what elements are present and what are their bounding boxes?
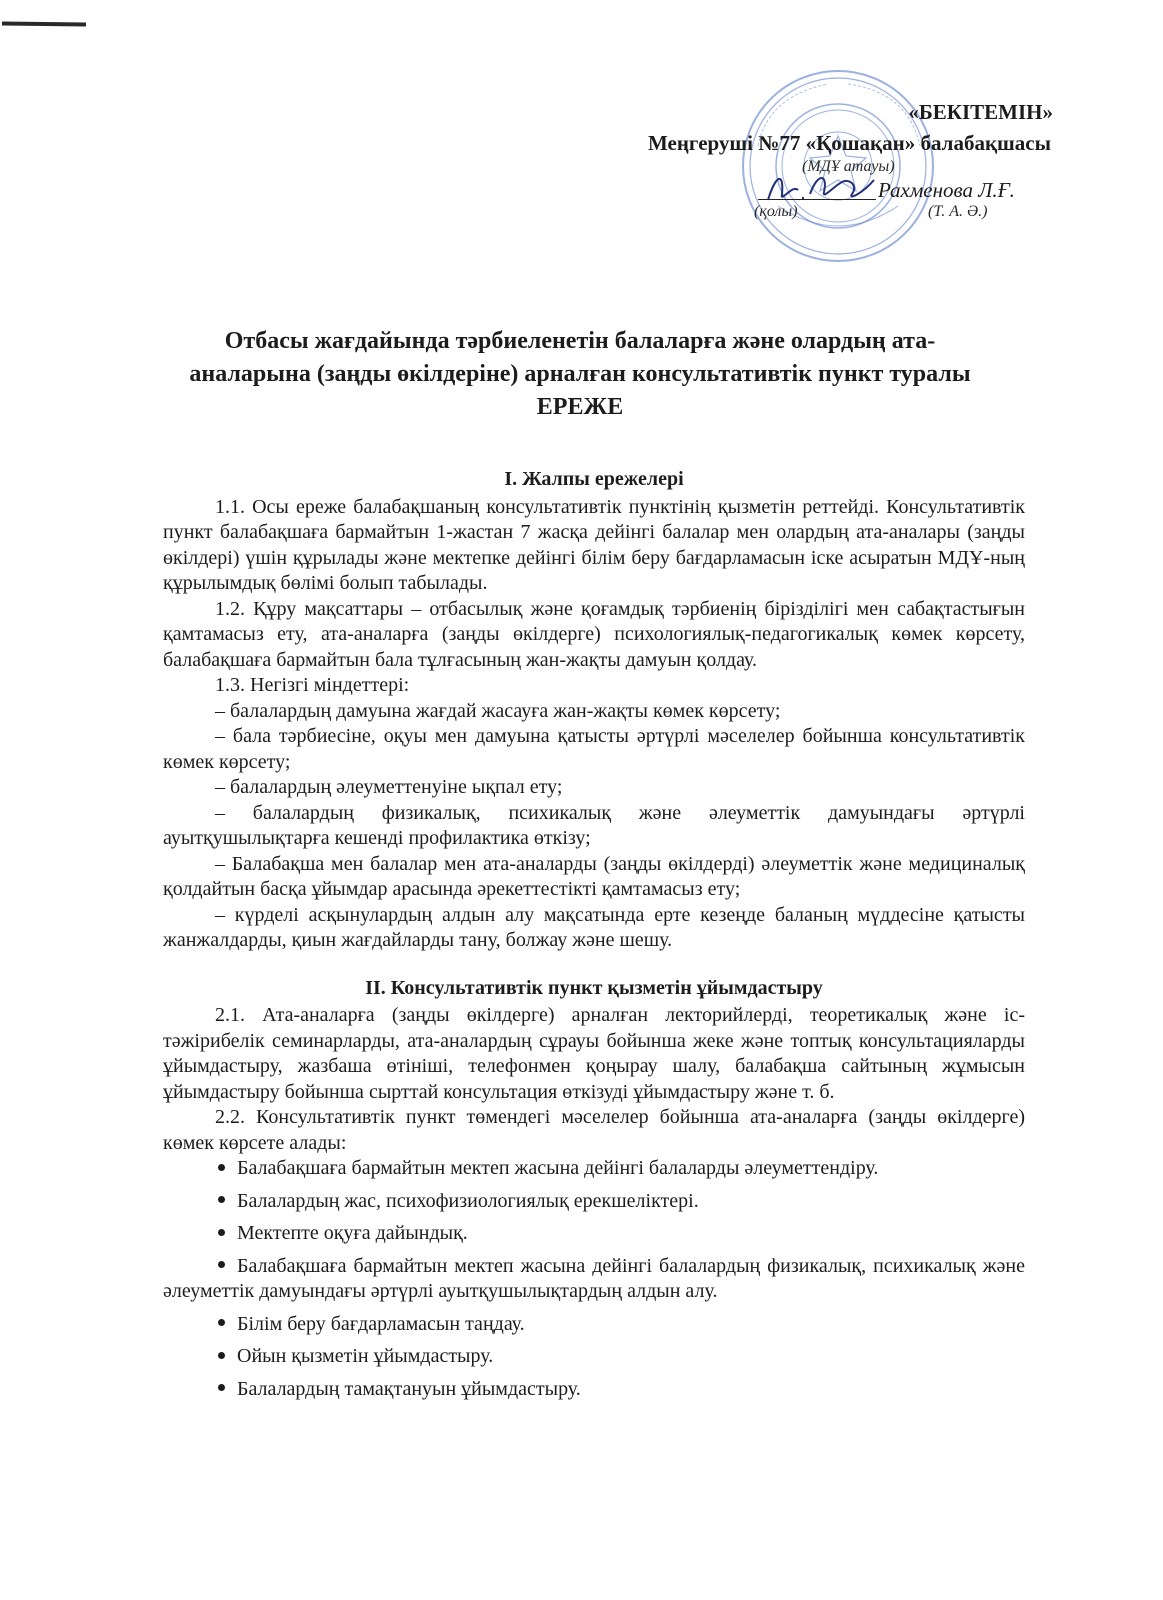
topic-text: Балабақшаға бармайтын мектеп жасына дейінгі балаларды әлеуметтендіру. [237,1157,879,1179]
title-line-2: аналарына (заңды өкілдеріне) арналған консультативтік пункт туралы [189,361,971,387]
approval-title: «БЕКІТЕМІН» [908,100,1053,124]
document-body [163,467,1025,1409]
task-item: – балалардың физикалық, психикалық және әлеуметтік дамуындағы әртүрлі ауытқушылықтарға кешенді профилактика өткізу; [163,801,1025,849]
signature-icon [762,164,880,208]
approval-block [0,0,1163,260]
bullet-icon [218,1164,225,1171]
fio-hint: (Т. А. Ә.) [928,203,988,220]
paragraph-2-1: 2.1. Ата-аналарға (заңды өкілдерге) арналған лекторийлерді, теоретикалық және іс-тәжірибелік семинарларды, ата-аналардың сұрауы бойынша жеке және топтық консультацияларды ұйымдастыру, жазбаша өтініші, телефонмен қоңырау шалу, балабақша сайтының жұмысын ұйымдастыру бойынша сырттай консультация өткізуді ұйымдастыру және т. б. [163,1004,1025,1103]
bullet-icon [218,1384,225,1391]
task-item: – күрделі асқынулардың алдын алу мақсатында ерте кезеңде баланың мүддесіне қатысты жанжалдарды, қиын жағдайларды тану, болжау және шешу. [163,903,1025,951]
bullet-icon [218,1352,225,1359]
topic-text: Мектепте оқуға дайындық. [237,1222,468,1244]
task-item: – бала тәрбиесіне, оқуы мен дамуына қатысты әртүрлі мәселелер бойынша консультативтік көмек көрсету; [163,725,1025,773]
approval-head-position: Меңгеруші №77 «Қошақан» балабақшасы [647,131,1051,155]
topic-text: Балабақшаға бармайтын мектеп жасына дейінгі балалардың физикалық, психикалық және әлеуметтік дамуындағы әртүрлі ауытқушылықтардың алдын алу. [163,1254,1025,1302]
list-item [163,1254,1025,1305]
topic-text: Балалардың тамақтануын ұйымдастыру. [237,1377,581,1400]
bullet-icon [218,1261,225,1268]
signature-line [758,199,876,200]
bullet-icon [218,1319,225,1326]
topic-text: Білім беру бағдарламасын таңдау. [237,1312,525,1335]
task-item: – балалардың дамуына жағдай жасауға жан-жақты көмек көрсету; [215,699,781,722]
topic-text: Ойын қызметін ұйымдастыру. [237,1345,494,1367]
org-name-hint: (МДҰ атауы) [802,158,895,175]
paragraph-1-3: 1.3. Негізгі міндеттері: [215,674,410,696]
section-1-heading: I. Жалпы ережелері [504,468,684,490]
bullet-icon [218,1196,225,1203]
list-item [163,1156,1025,1182]
task-item: – Балабақша мен балалар мен ата-аналарды (заңды өкілдерді) әлеуметтік және медициналық қолдайтын басқа ұйымдар арасында әрекеттестікті қамтамасыз ету; [163,852,1025,900]
section-2-heading: II. Консультативтік пункт қызметін ұйымдастыру [365,976,823,999]
document-title [150,325,1010,424]
task-item: – балалардың әлеуметтенуіне ықпал ету; [215,776,563,798]
title-line-1: Отбасы жағдайында тәрбиеленетін балаларға және олардың ата- [224,328,936,354]
list-item [163,1377,1025,1403]
signatory-name: Рахменова Л.Ғ. [878,178,1015,202]
list-item [163,1189,1025,1215]
title-line-3: ЕРЕЖЕ [536,394,624,420]
topics-list [163,1156,1025,1402]
paragraph-1-2: 1.2. Құру мақсаттары – отбасылық және қоғамдық тәрбиенің бірізділігі мен сабақтастығын қамтамасыз ету, ата-аналарға (заңды өкілдерге) психологиялық-педагогикалық көмек көрсету, балабақшаға бармайтын бала тұлғасының жан-жақты дамуын қолдау. [163,597,1025,671]
list-item [163,1344,1025,1370]
paragraph-1-1: 1.1. Осы ереже балабақшаның консультативтік пунктінің қызметін реттейді. Консультативтік пункт балабақшаға бармайтын 1-жастан 7 жасқа дейінгі балалар мен олардың ата-аналары (заңды өкілдері) үшін құрылады және мектепке дейінгі білім беру бағдарламасын іске асыратын МДҰ-ның құрылымдық бөлімі болып табылады. [163,495,1025,594]
topic-text: Балалардың жас, психофизиологиялық ерекшеліктері. [237,1189,699,1212]
list-item [163,1312,1025,1338]
list-item [163,1221,1025,1247]
bullet-icon [218,1229,225,1236]
signature-hint: (қолы) [754,203,798,220]
paragraph-2-2: 2.2. Консультативтік пункт төмендегі мәселелер бойынша ата-аналарға (заңды өкілдерге) көмек көрсете алады: [163,1106,1025,1154]
